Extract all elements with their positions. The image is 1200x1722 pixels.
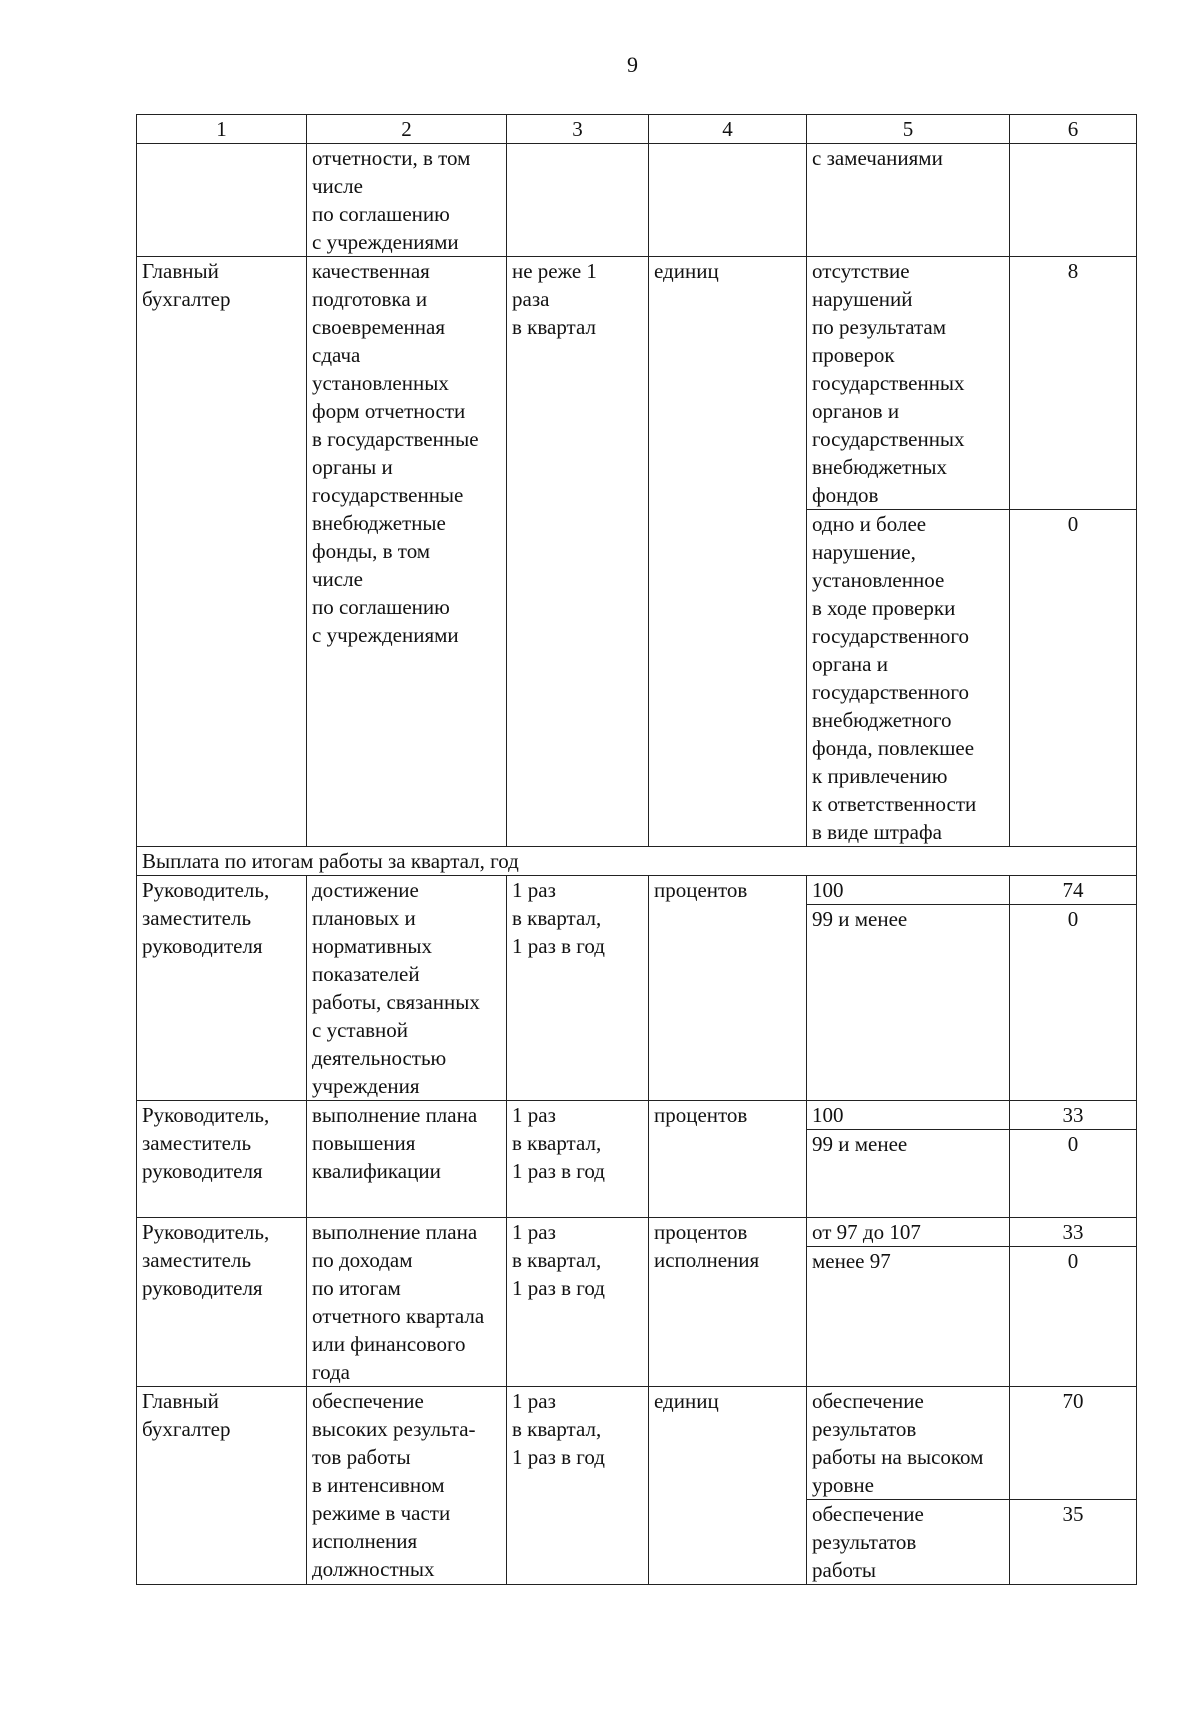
frequency-cell: 1 раз в квартал, 1 раз в год: [507, 876, 649, 1101]
criterion-cell: от 97 до 107: [807, 1218, 1010, 1247]
table-row: [137, 1387, 1137, 1500]
section-title: Выплата по итогам работы за квартал, год: [137, 847, 1137, 876]
indicator-cell: выполнение плана повышения квалификации: [307, 1101, 507, 1218]
frequency-cell: 1 раз в квартал, 1 раз в год: [507, 1387, 649, 1585]
indicator-cell: выполнение плана по доходам по итогам отчетного квартала или финансового года: [307, 1218, 507, 1387]
position-cell: Руководитель, заместитель руководителя: [137, 1218, 307, 1387]
table-row: [137, 876, 1137, 905]
frequency-cell: [507, 144, 649, 257]
criterion-cell: 99 и менее: [807, 1130, 1010, 1218]
unit-cell: процентов: [649, 876, 807, 1101]
position-cell: Руководитель, заместитель руководителя: [137, 876, 307, 1101]
criterion-cell: 100: [807, 876, 1010, 905]
criterion-cell: менее 97: [807, 1247, 1010, 1387]
criterion-cell: 100: [807, 1101, 1010, 1130]
criterion-cell: обеспечение результатов работы: [807, 1500, 1010, 1585]
column-header: 4: [649, 115, 807, 144]
score-cell: 35: [1010, 1500, 1137, 1585]
indicator-cell: обеспечение высоких результа- тов работы в интенсивном режиме в части исполнения должностных: [307, 1387, 507, 1585]
column-header: 1: [137, 115, 307, 144]
criterion-cell: одно и более нарушение, установленное в ходе проверки государственного органа и государственного внебюджетного фонда, повлекшее к привлечению к ответственности в виде штрафа: [807, 510, 1010, 847]
section-row: [137, 847, 1137, 876]
column-header: 2: [307, 115, 507, 144]
table-row: [137, 144, 1137, 257]
score-cell: 0: [1010, 905, 1137, 1101]
criterion-cell: с замечаниями: [807, 144, 1010, 257]
unit-cell: [649, 144, 807, 257]
table-row: [137, 1218, 1137, 1247]
indicator-cell: качественная подготовка и своевременная сдача установленных форм отчетности в государственные органы и государственные внебюджетные фонды, в том числе по соглашению с учреждениями: [307, 257, 507, 847]
frequency-cell: не реже 1 раза в квартал: [507, 257, 649, 847]
position-cell: [137, 144, 307, 257]
column-header: 5: [807, 115, 1010, 144]
column-header: 6: [1010, 115, 1137, 144]
score-cell: 0: [1010, 1130, 1137, 1218]
score-cell: 0: [1010, 510, 1137, 847]
table-row: [137, 1101, 1137, 1130]
table-header-row: [137, 115, 1137, 144]
position-cell: Главный бухгалтер: [137, 1387, 307, 1585]
indicator-cell: отчетности, в том числе по соглашению с учреждениями: [307, 144, 507, 257]
score-cell: 70: [1010, 1387, 1137, 1500]
score-cell: [1010, 144, 1137, 257]
column-header: 3: [507, 115, 649, 144]
frequency-cell: 1 раз в квартал, 1 раз в год: [507, 1218, 649, 1387]
payments-table: [136, 114, 1137, 1585]
unit-cell: процентов: [649, 1101, 807, 1218]
score-cell: 33: [1010, 1218, 1137, 1247]
score-cell: 74: [1010, 876, 1137, 905]
position-cell: Главный бухгалтер: [137, 257, 307, 847]
criterion-cell: 99 и менее: [807, 905, 1010, 1101]
indicator-cell: достижение плановых и нормативных показателей работы, связанных с уставной деятельностью учреждения: [307, 876, 507, 1101]
table-row: [137, 257, 1137, 510]
unit-cell: процентов исполнения: [649, 1218, 807, 1387]
criterion-cell: обеспечение результатов работы на высоком уровне: [807, 1387, 1010, 1500]
score-cell: 0: [1010, 1247, 1137, 1387]
criterion-cell: отсутствие нарушений по результатам проверок государственных органов и государственных внебюджетных фондов: [807, 257, 1010, 510]
unit-cell: единиц: [649, 257, 807, 847]
frequency-cell: 1 раз в квартал, 1 раз в год: [507, 1101, 649, 1218]
score-cell: 8: [1010, 257, 1137, 510]
position-cell: Руководитель, заместитель руководителя: [137, 1101, 307, 1218]
score-cell: 33: [1010, 1101, 1137, 1130]
unit-cell: единиц: [649, 1387, 807, 1585]
page-number: 9: [627, 52, 638, 77]
